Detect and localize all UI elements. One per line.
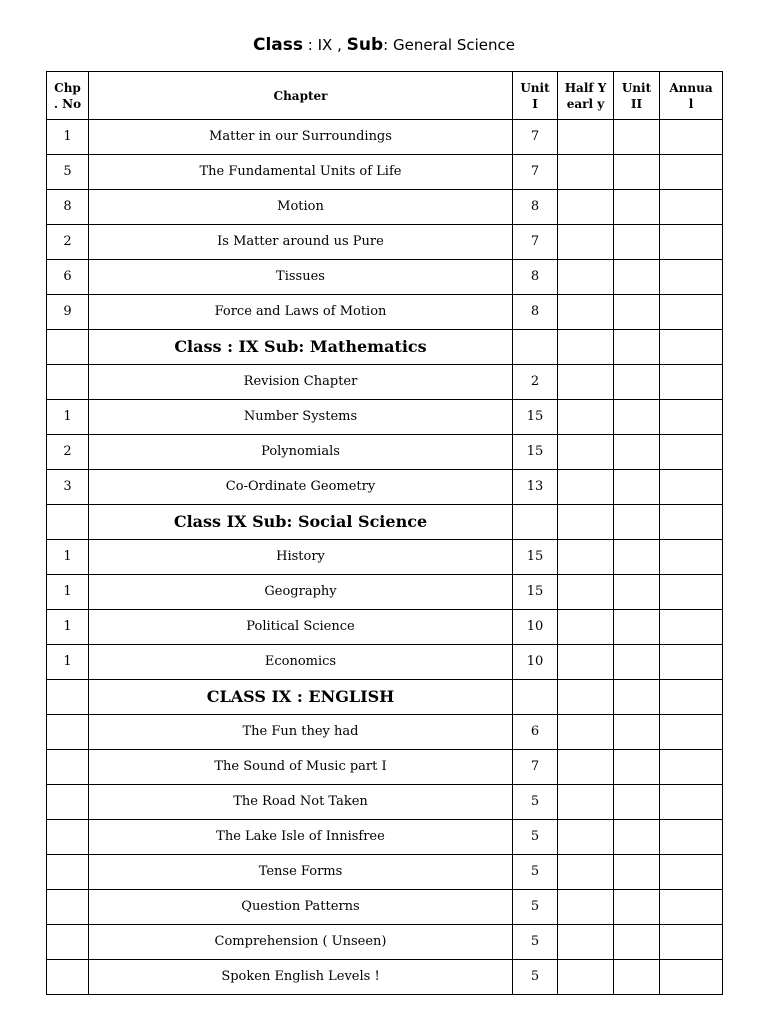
unit-2-cell [614,855,660,890]
header-chapter-label: Chapter [273,88,328,103]
unit-1-cell: 5 [513,925,558,960]
unit-1-cell: 6 [513,715,558,750]
chapter-cell: Political Science [89,610,513,645]
chapter-cell: Is Matter around us Pure [89,225,513,260]
title-class-value: : IX , [307,36,342,54]
unit-1-cell: 5 [513,890,558,925]
chp-no-cell: 1 [47,610,89,645]
annual-cell [660,925,723,960]
table-row [47,190,723,225]
chp-no-cell: 1 [47,120,89,155]
header-row [47,72,723,120]
half-yearly-cell [558,855,614,890]
unit-2-cell [614,330,660,365]
unit-1-cell: 8 [513,190,558,225]
annual-cell [660,960,723,995]
table-body [47,120,723,995]
half-yearly-cell [558,610,614,645]
section-title-cell: Class IX Sub: Social Science [89,505,513,540]
unit-1-cell [513,330,558,365]
unit-2-cell [614,400,660,435]
unit-2-cell [614,470,660,505]
table-row [47,890,723,925]
chp-no-cell [47,960,89,995]
chapter-cell: The Fundamental Units of Life [89,155,513,190]
table-row [47,155,723,190]
unit-2-cell [614,435,660,470]
half-yearly-cell [558,260,614,295]
unit-1-cell: 7 [513,120,558,155]
header-unit-2-label: Unit II [621,80,652,111]
chapter-cell: Geography [89,575,513,610]
chapter-cell: Number Systems [89,400,513,435]
chapter-cell: Motion [89,190,513,225]
unit-2-cell [614,190,660,225]
header-chp-no [47,72,89,120]
section-heading-row [47,330,723,365]
annual-cell [660,575,723,610]
annual-cell [660,890,723,925]
chapter-cell: Co-Ordinate Geometry [89,470,513,505]
annual-cell [660,155,723,190]
chapter-cell: Polynomials [89,435,513,470]
unit-1-cell: 8 [513,260,558,295]
unit-2-cell [614,890,660,925]
chp-no-cell: 5 [47,155,89,190]
unit-2-cell [614,155,660,190]
annual-cell [660,190,723,225]
unit-1-cell: 15 [513,400,558,435]
unit-1-cell: 15 [513,540,558,575]
header-unit-1 [513,72,558,120]
chapter-cell: Spoken English Levels ! [89,960,513,995]
annual-cell [660,505,723,540]
chp-no-cell: 1 [47,400,89,435]
unit-2-cell [614,120,660,155]
half-yearly-cell [558,330,614,365]
half-yearly-cell [558,540,614,575]
syllabus-table [46,71,723,995]
chp-no-cell [47,680,89,715]
table-row [47,610,723,645]
unit-2-cell [614,715,660,750]
chapter-cell: The Road Not Taken [89,785,513,820]
section-heading-row [47,505,723,540]
title-sub-label: Sub [346,35,384,55]
unit-2-cell [614,365,660,400]
unit-2-cell [614,505,660,540]
chapter-cell: The Fun they had [89,715,513,750]
table-row [47,750,723,785]
chp-no-cell: 1 [47,540,89,575]
chp-no-cell: 2 [47,435,89,470]
half-yearly-cell [558,400,614,435]
chapter-cell: The Sound of Music part I [89,750,513,785]
annual-cell [660,260,723,295]
section-heading-row [47,680,723,715]
chapter-cell: Tissues [89,260,513,295]
table-row [47,120,723,155]
half-yearly-cell [558,505,614,540]
annual-cell [660,400,723,435]
half-yearly-cell [558,960,614,995]
section-title-cell: CLASS IX : ENGLISH [89,680,513,715]
unit-1-cell: 8 [513,295,558,330]
unit-1-cell: 5 [513,785,558,820]
annual-cell [660,820,723,855]
title-sub-value: : General Science [383,36,515,54]
table-row [47,260,723,295]
chapter-cell: Revision Chapter [89,365,513,400]
annual-cell [660,295,723,330]
half-yearly-cell [558,225,614,260]
annual-cell [660,610,723,645]
half-yearly-cell [558,365,614,400]
half-yearly-cell [558,680,614,715]
unit-1-cell [513,505,558,540]
unit-2-cell [614,225,660,260]
table-row [47,365,723,400]
table-row [47,925,723,960]
table-row [47,820,723,855]
chp-no-cell [47,715,89,750]
annual-cell [660,470,723,505]
unit-2-cell [614,295,660,330]
annual-cell [660,225,723,260]
chp-no-cell: 1 [47,575,89,610]
annual-cell [660,785,723,820]
unit-2-cell [614,575,660,610]
unit-1-cell: 7 [513,750,558,785]
half-yearly-cell [558,575,614,610]
chp-no-cell [47,330,89,365]
unit-2-cell [614,680,660,715]
unit-1-cell: 5 [513,855,558,890]
unit-2-cell [614,260,660,295]
chp-no-cell [47,750,89,785]
unit-1-cell: 10 [513,645,558,680]
chapter-cell: Tense Forms [89,855,513,890]
unit-2-cell [614,540,660,575]
annual-cell [660,120,723,155]
unit-2-cell [614,960,660,995]
half-yearly-cell [558,120,614,155]
chp-no-cell: 3 [47,470,89,505]
chp-no-cell [47,925,89,960]
chapter-cell: The Lake Isle of Innisfree [89,820,513,855]
half-yearly-cell [558,155,614,190]
chapter-cell: Matter in our Surroundings [89,120,513,155]
section-title-cell: Class : IX Sub: Mathematics [89,330,513,365]
table-row [47,400,723,435]
unit-1-cell: 13 [513,470,558,505]
table-row [47,785,723,820]
table-row [47,295,723,330]
unit-1-cell: 15 [513,435,558,470]
page-title [0,33,768,57]
chp-no-cell: 2 [47,225,89,260]
chp-no-cell [47,820,89,855]
chp-no-cell: 8 [47,190,89,225]
unit-1-cell: 2 [513,365,558,400]
header-half-yearly [558,72,614,120]
table-row [47,960,723,995]
annual-cell [660,645,723,680]
chp-no-cell: 1 [47,645,89,680]
chapter-cell: Comprehension ( Unseen) [89,925,513,960]
table-row [47,470,723,505]
chp-no-cell [47,365,89,400]
annual-cell [660,715,723,750]
chapter-cell: History [89,540,513,575]
annual-cell [660,365,723,400]
half-yearly-cell [558,645,614,680]
table-row [47,225,723,260]
chapter-cell: Economics [89,645,513,680]
unit-2-cell [614,925,660,960]
annual-cell [660,330,723,365]
annual-cell [660,855,723,890]
half-yearly-cell [558,925,614,960]
half-yearly-cell [558,750,614,785]
header-unit-1-label: Unit I [520,80,550,111]
unit-2-cell [614,610,660,645]
annual-cell [660,435,723,470]
unit-1-cell: 5 [513,820,558,855]
header-chp-no-label: Chp . No [53,80,82,111]
chp-no-cell [47,855,89,890]
unit-1-cell: 15 [513,575,558,610]
half-yearly-cell [558,820,614,855]
header-half-yearly-label: Half Yearl y [564,80,607,111]
table-row [47,435,723,470]
chp-no-cell: 6 [47,260,89,295]
unit-2-cell [614,820,660,855]
header-chapter [89,72,513,120]
table-row [47,575,723,610]
table-row [47,715,723,750]
annual-cell [660,750,723,785]
table-row [47,855,723,890]
chapter-cell: Force and Laws of Motion [89,295,513,330]
half-yearly-cell [558,715,614,750]
title-class-label: Class [252,35,303,55]
table-row [47,540,723,575]
chapter-cell: Question Patterns [89,890,513,925]
annual-cell [660,540,723,575]
half-yearly-cell [558,435,614,470]
unit-2-cell [614,645,660,680]
half-yearly-cell [558,295,614,330]
unit-2-cell [614,750,660,785]
chp-no-cell: 9 [47,295,89,330]
unit-2-cell [614,785,660,820]
chp-no-cell [47,785,89,820]
unit-1-cell: 5 [513,960,558,995]
header-annual-label: Annua l [669,80,713,111]
annual-cell [660,680,723,715]
unit-1-cell: 10 [513,610,558,645]
header-annual [660,72,723,120]
half-yearly-cell [558,785,614,820]
chp-no-cell [47,505,89,540]
unit-1-cell [513,680,558,715]
unit-1-cell: 7 [513,155,558,190]
header-unit-2 [614,72,660,120]
half-yearly-cell [558,190,614,225]
half-yearly-cell [558,470,614,505]
chp-no-cell [47,890,89,925]
unit-1-cell: 7 [513,225,558,260]
table-row [47,645,723,680]
half-yearly-cell [558,890,614,925]
